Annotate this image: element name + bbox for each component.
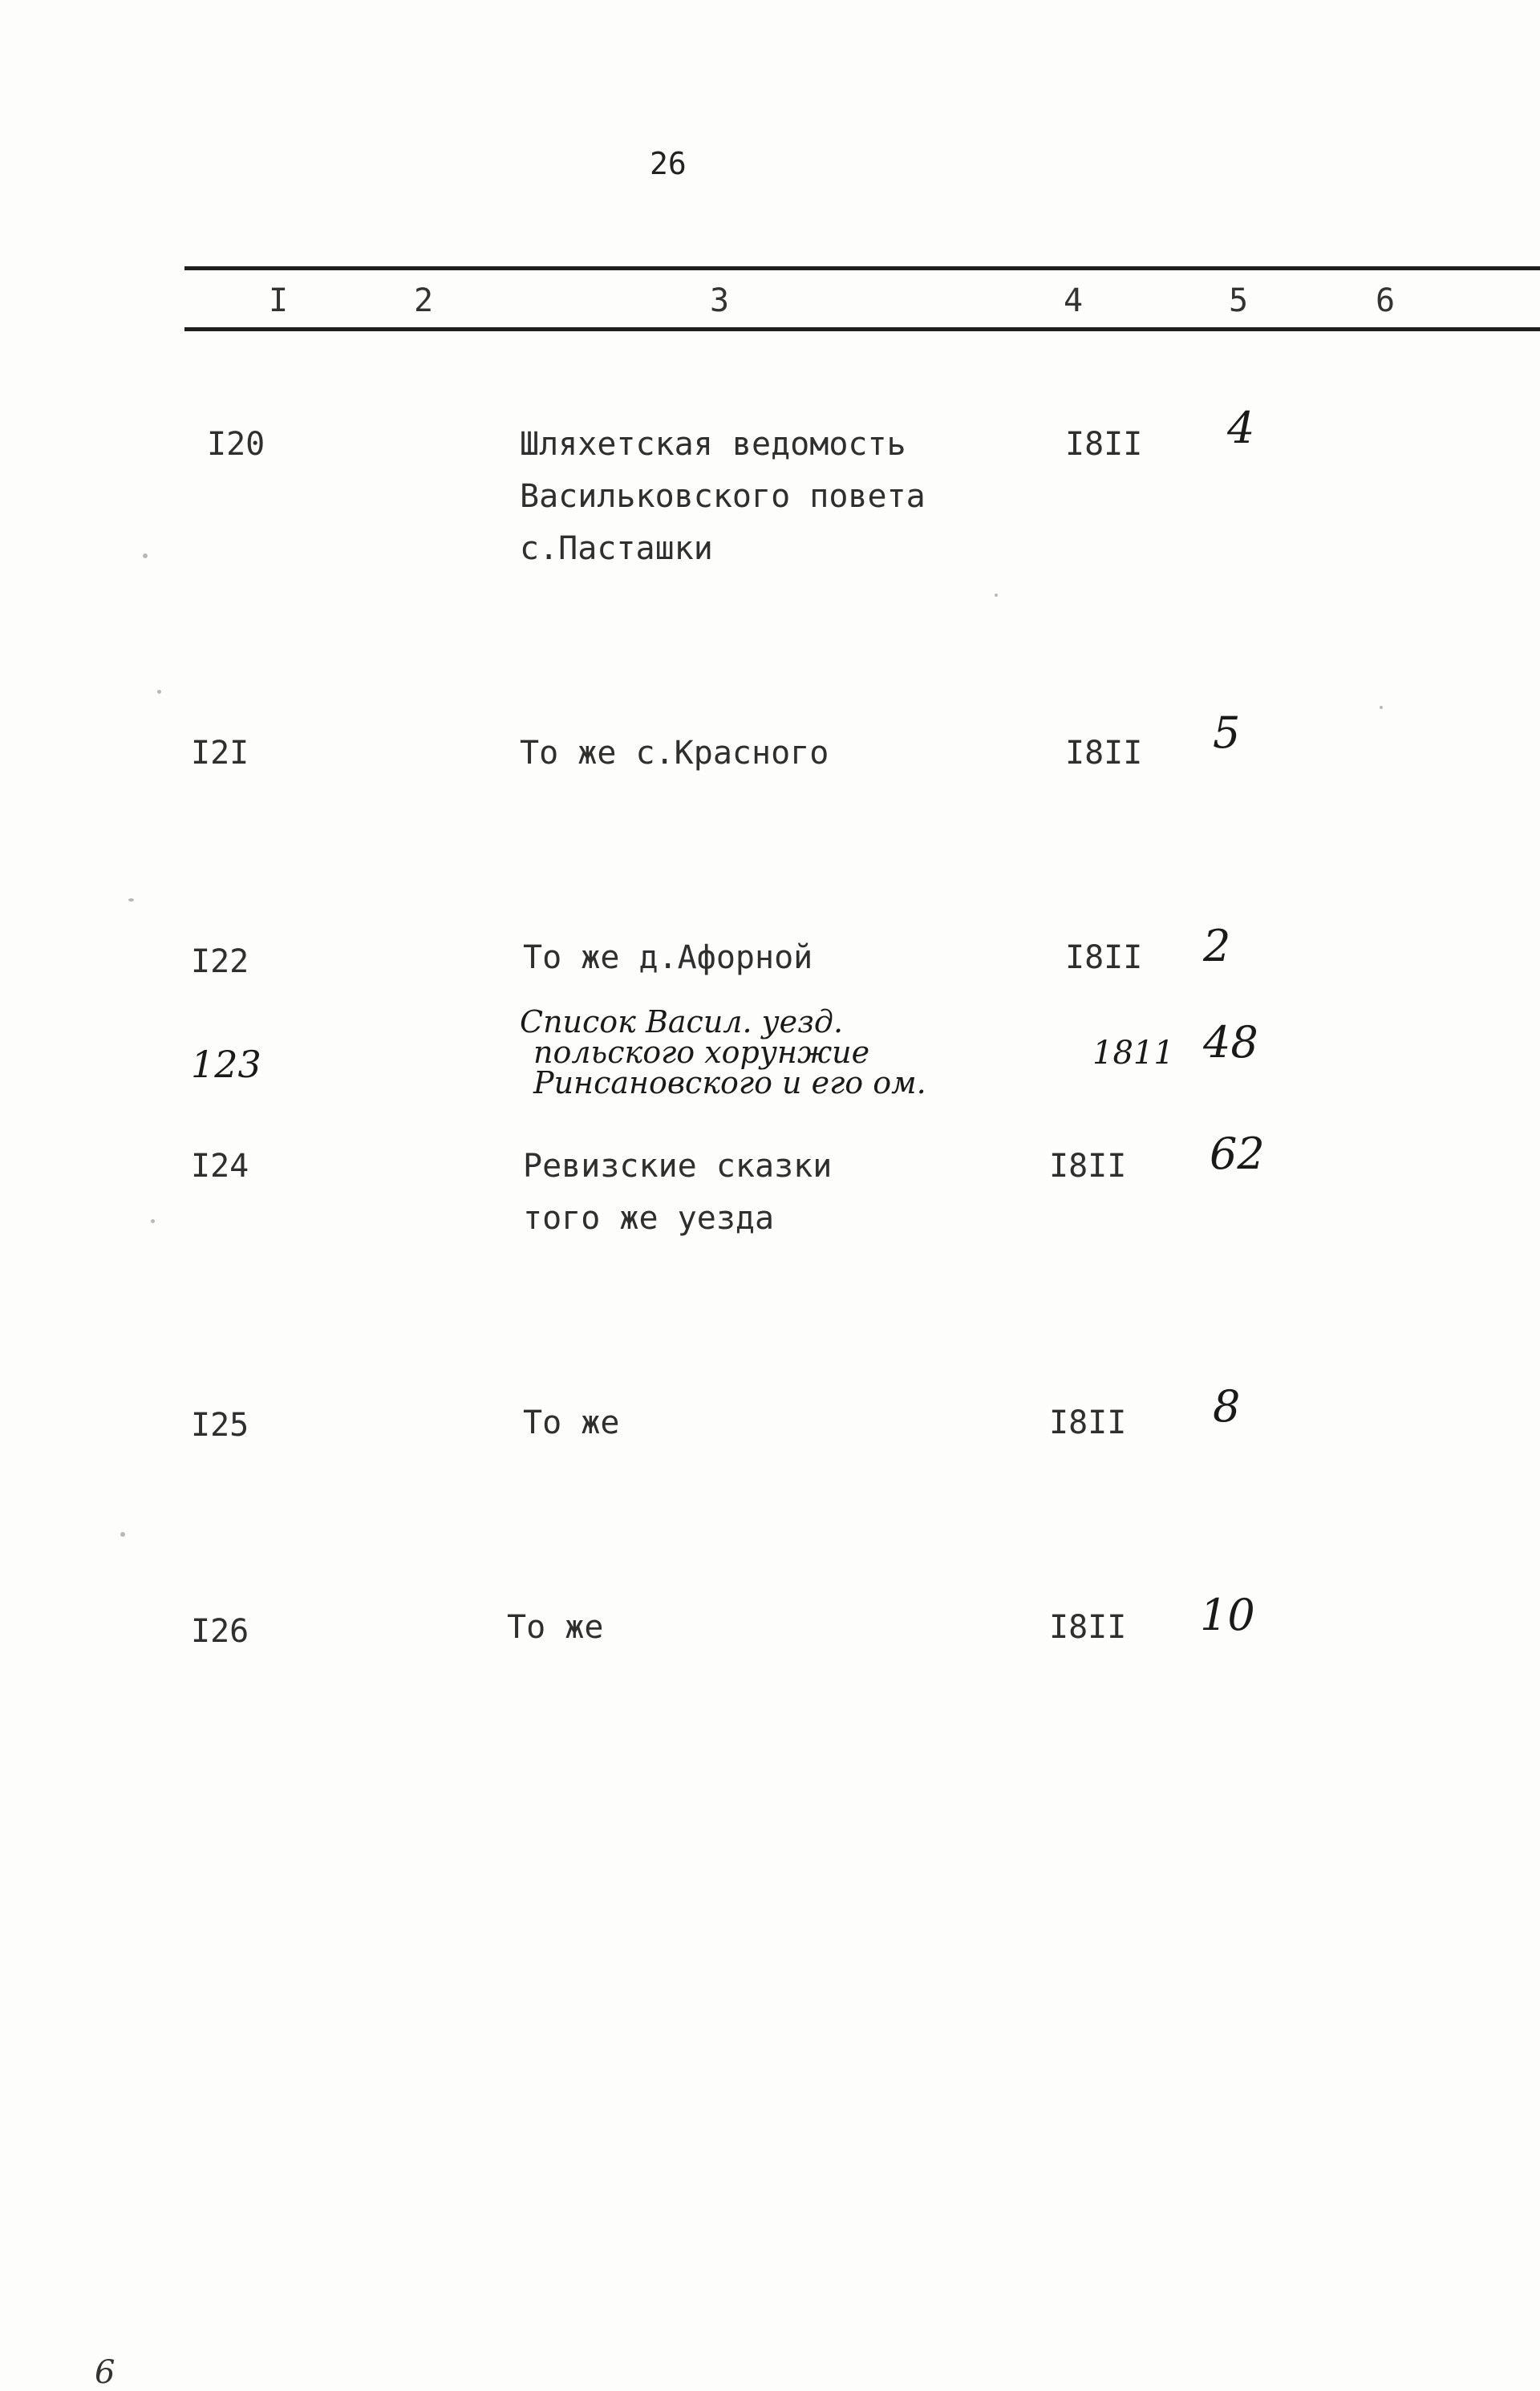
row-year: I8II [1065,735,1143,772]
row-title-line: Шляхетская ведомость [520,426,906,463]
row-year: I8II [1049,1148,1127,1185]
row-page-count: 2 [1203,921,1231,971]
scan-speck [120,1532,125,1537]
column-header-3: 3 [710,282,730,319]
row-year: I8II [1049,1609,1127,1646]
row-title-line: То же [507,1609,604,1646]
scan-speck [151,1219,155,1223]
scan-speck [995,594,998,597]
row-number: I20 [207,426,265,463]
scan-speck [157,690,161,694]
row-title-line: Ревизские сказки [523,1148,833,1185]
column-header-5: 5 [1229,282,1249,319]
row-title-line: То же с.Красного [520,735,829,772]
row-number: I2I [191,735,249,772]
column-header-6: 6 [1376,282,1396,319]
row-year: 1811 [1092,1035,1174,1072]
scan-speck [143,553,148,558]
row-title-line: То же д.Афорной [523,939,813,976]
row-year: I8II [1049,1404,1127,1441]
row-number: I24 [191,1148,249,1185]
row-title-line: с.Пасташки [520,530,713,567]
row-page-count: 48 [1203,1017,1258,1068]
table-top-rule [184,266,1540,270]
row-year: I8II [1065,426,1143,463]
row-page-count: 10 [1200,1590,1255,1640]
page-number: 26 [650,146,687,181]
row-title-line: То же [523,1404,620,1441]
row-number: 123 [191,1043,261,1086]
column-header-4: 4 [1064,282,1084,319]
row-year: I8II [1065,939,1143,976]
row-title-line: польского хорунжие [533,1035,870,1070]
row-number: I26 [191,1613,249,1650]
column-header-1: I [269,282,289,319]
row-title-line: Васильковского повета [520,478,926,515]
row-number: I22 [191,943,249,980]
row-page-count: 5 [1213,707,1241,758]
row-page-count: 4 [1227,403,1255,453]
row-title-line: того же уезда [523,1200,775,1237]
footer-mark: 6 [95,2354,116,2391]
table-header-rule [184,327,1540,331]
scan-speck [128,898,134,902]
row-page-count: 62 [1210,1129,1265,1179]
column-header-2: 2 [414,282,434,319]
row-title-line: Ринсановского и его ом. [533,1065,926,1100]
row-title-line: Список Васил. уезд. [520,1004,844,1039]
row-page-count: 8 [1213,1381,1241,1432]
scan-speck [1380,706,1383,709]
row-number: I25 [191,1407,249,1444]
